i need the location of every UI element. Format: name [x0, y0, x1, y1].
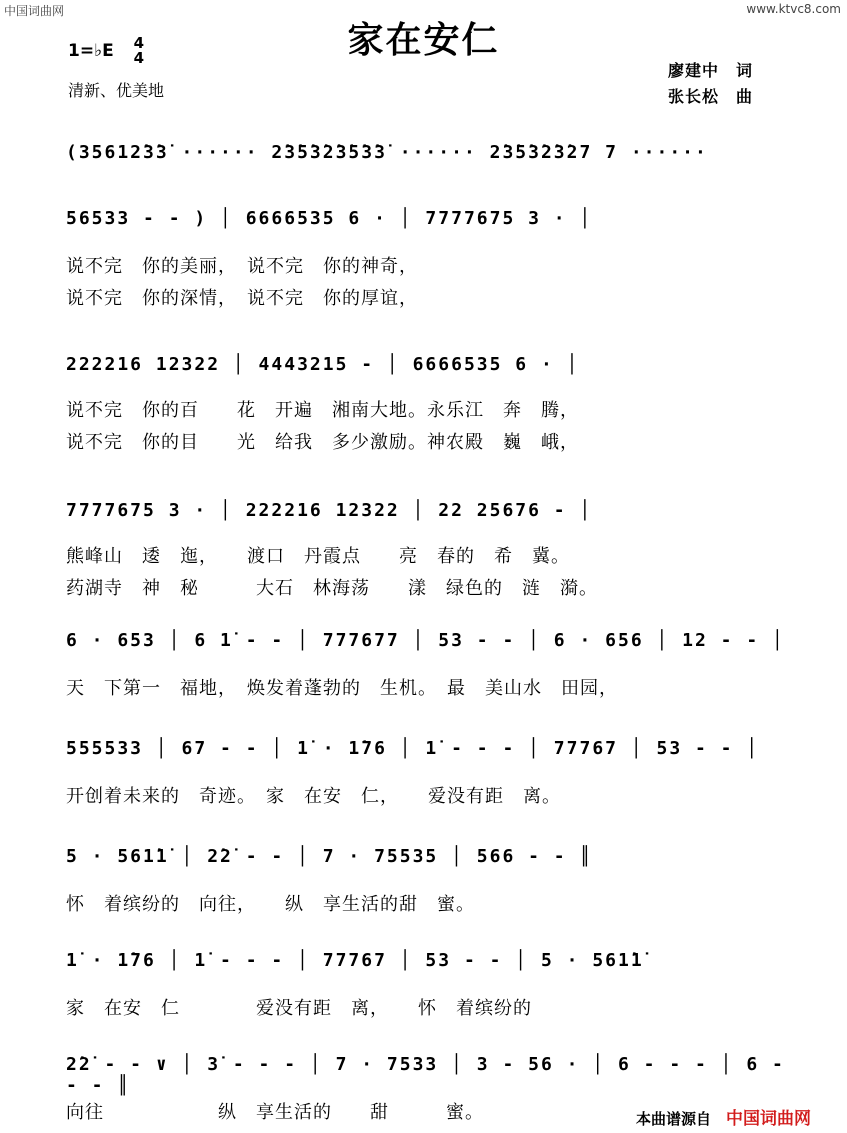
notation-line: 7777675 3 · │ 222216 12322 │ 22 25676 - │ [66, 500, 593, 521]
watermark-right: www.ktvc8.com [746, 2, 841, 16]
lyric-verse-1: 说不完 你的美丽， 说不完 你的神奇， [66, 256, 418, 277]
lyric-verse-1: 向往 纵 享生活的 甜 蜜。 [66, 1102, 484, 1123]
lyric-verse-2: 说不完 你的深情， 说不完 你的厚谊， [66, 288, 418, 309]
notation-line: 2̇2̇ - - ∨ │ 3̇ - - - │ 7 · 7533 │ 3 - 56 · │ 6 - - - │ 6 - - - ║ [66, 1054, 785, 1096]
lyric-verse-1: 开创着未来的 奇迹。 家 在安 仁， 爱没有距 离。 [66, 786, 561, 807]
notation-line: 1̇ · 1̇76 │ 1̇ - - - │ 77767 │ 53 - - │ 5 · 561̇1̇ [66, 950, 644, 971]
source-note: 本曲谱源自 [636, 1110, 712, 1128]
notation-line: 56533 - - ) │ 6666535 6 · │ 7777675 3 · │ [66, 208, 593, 229]
watermark-left: 中国词曲网 [4, 4, 65, 18]
composer-credit: 张长松 曲 [668, 87, 754, 106]
lyric-verse-2: 药湖寺 神 秘 大石 林海荡 漾 绿色的 涟 漪。 [66, 578, 598, 599]
key-signature [68, 36, 144, 66]
key-main: 1=♭E [68, 41, 114, 61]
lyric-verse-1: 熊峰山 逶 迤， 渡口 丹霞点 亮 春的 希 冀。 [66, 546, 570, 567]
notation-line: (35612̇3̇3̇ ······ 2̇3̇5̇3̇2̇3̇5̇3̇3̇ ······ 2̇3̇5̇3̇2̇3̇27 7 ······ [66, 142, 708, 163]
lyric-verse-1: 天 下第一 福地， 焕发着蓬勃的 生机。 最 美山水 田园， [66, 678, 618, 699]
notation-line: 222216 12322 │ 4443215 - │ 6666535 6 · │ [66, 354, 580, 375]
lyric-verse-1: 家 在安 仁 爱没有距 离， 怀 着缤纷的 [66, 998, 532, 1019]
lyric-verse-1: 怀 着缤纷的 向往， 纵 享生活的甜 蜜。 [66, 894, 475, 915]
lyric-verse-2: 说不完 你的目 光 给我 多少激励。神农殿 巍 峨， [66, 432, 579, 453]
source-site-logo: 中国词曲网 [726, 1109, 811, 1129]
time-bottom: 4 [133, 49, 145, 67]
time-signature [134, 36, 144, 66]
notation-line: 555533 │ 67 - - │ 1̇ · 1̇76 │ 1̇ - - - │ 77767 │ 53 - - │ [66, 738, 760, 759]
notation-line: 6 · 653 │ 6 1̇ - - │ 777677 │ 53 - - │ 6 · 656 │ 12 - - │ [66, 630, 785, 651]
tempo-marking: 清新、优美地 [68, 81, 165, 100]
time-top: 4 [133, 34, 145, 52]
song-title: 家在安仁 [347, 20, 500, 61]
lyricist-credit: 廖建中 词 [668, 61, 754, 80]
lyric-verse-1: 说不完 你的百 花 开遍 湘南大地。永乐江 奔 腾， [66, 400, 579, 421]
notation-line: 5 · 561̇1̇ │ 2̇2̇ - - │ 7 · 75535 │ 566 - - ║ [66, 846, 593, 867]
